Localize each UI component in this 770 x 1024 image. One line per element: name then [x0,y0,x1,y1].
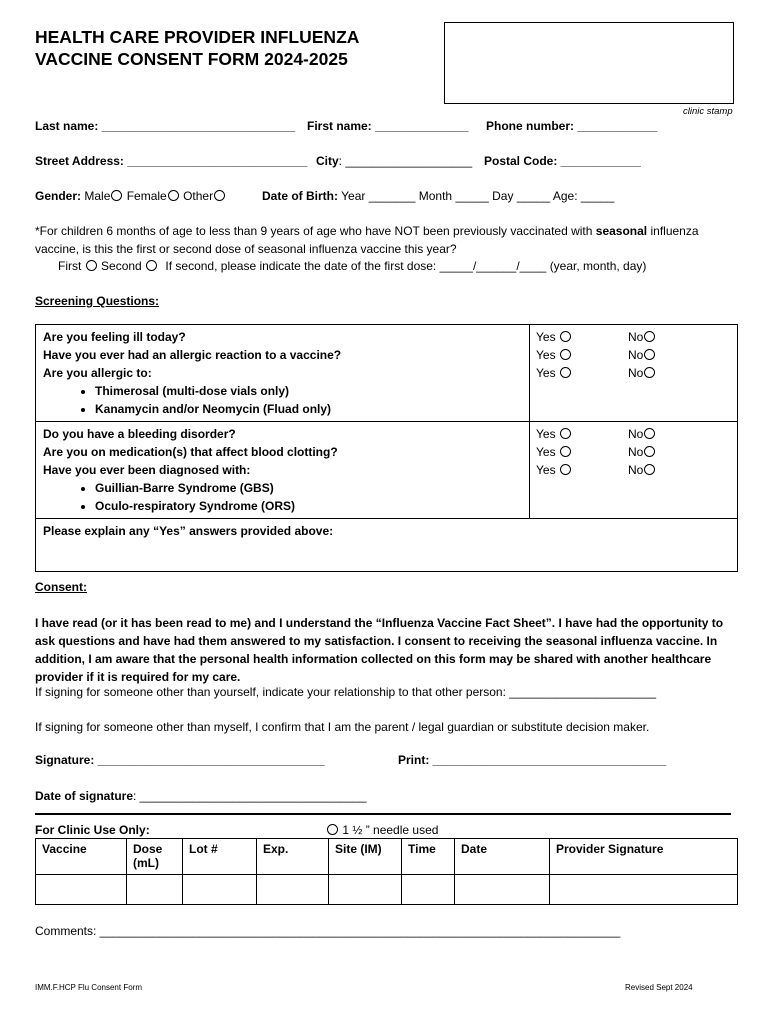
answer-row-2: Yes No [536,346,731,364]
children-note-line2: vaccine, is this the first or second dose of seasonal influenza vaccine this year? [35,242,457,256]
lot-cell[interactable] [183,875,257,905]
q3-no-radio[interactable] [644,367,655,378]
q5-no-radio[interactable] [644,446,655,457]
first-dose-date-field[interactable]: If second, please indicate the date of the first dose: _____/______/____ (year, month, day) [165,259,647,273]
diagnosis-ors: • Oculo-respiratory Syndrome (ORS) [95,497,523,515]
q5-yes-radio[interactable] [560,446,571,457]
diagnosis-gbs: • Guillian-Barre Syndrome (GBS) [95,479,523,497]
gender-female-label: Female [126,189,167,203]
question-bleeding-disorder: Do you have a bleeding disorder? [43,427,236,441]
q1-yes-radio[interactable] [560,331,571,342]
q3-yes-radio[interactable] [560,367,571,378]
vaccine-cell[interactable] [36,875,127,905]
answer-row-5: Yes No [536,443,731,461]
street-address-field[interactable]: Street Address: ___________________________ [35,154,308,168]
col-provider-signature: Provider Signature [550,839,738,875]
question-allergic-to: Are you allergic to: [43,366,152,380]
exp-cell[interactable] [257,875,329,905]
second-dose-radio[interactable] [146,260,157,271]
needle-option [326,823,438,837]
gender-male-label: Male [84,189,111,203]
q2-yes-radio[interactable] [560,349,571,360]
answer-row-6: Yes No [536,461,731,479]
col-lot: Lot # [183,839,257,875]
question-feeling-ill: Are you feeling ill today? [43,330,186,344]
dose-number-row [58,259,646,273]
needle-used-radio[interactable] [327,824,338,835]
screening-answers-cell-2 [530,422,738,519]
q2-no-radio[interactable] [644,349,655,360]
answer-row-1: Yes No [536,328,731,346]
screening-answers-cell [530,325,738,422]
col-exp: Exp. [257,839,329,875]
clinic-entry-row [36,875,738,905]
clinic-stamp-box [444,22,734,104]
screening-table [35,324,738,572]
form-title: HEALTH CARE PROVIDER INFLUENZA VACCINE CONSENT FORM 2024-2025 [35,27,360,69]
date-of-birth-field[interactable]: Date of Birth: Year _______ Month _____ Day _____ Age: _____ [262,189,615,203]
relationship-field[interactable]: If signing for someone other than yourself, indicate your relationship to that other person: ______________________ [35,685,657,699]
dose-cell[interactable] [127,875,183,905]
needle-used-label: 1 ½ ” needle used [342,823,439,837]
last-name-field[interactable]: Last name: _____________________________ [35,119,296,133]
provider-signature-cell[interactable] [550,875,738,905]
date-cell[interactable] [455,875,550,905]
col-time: Time [402,839,455,875]
comments-field[interactable]: Comments: ______________________________________________________________________________ [35,924,621,938]
city-field[interactable]: City: ___________________ [316,154,473,168]
col-vaccine: Vaccine [36,839,127,875]
first-dose-radio[interactable] [86,260,97,271]
screening-questions-cell [36,325,530,422]
gender-other-radio[interactable] [214,190,225,201]
answer-row-3: Yes No [536,364,731,382]
children-note-line1: *For children 6 months of age to less than 9 years of age who have NOT been previously vaccinated with seasonal influenza [35,224,699,238]
screening-heading: Screening Questions: [35,294,160,308]
col-site: Site (IM) [329,839,402,875]
footer-form-id: IMM.F.HCP Flu Consent Form [35,983,142,992]
consent-heading: Consent: [35,580,87,594]
q4-no-radio[interactable] [644,428,655,439]
gender-other-label: Other [183,189,214,203]
question-allergic-reaction: Have you ever had an allergic reaction to a vaccine? [43,348,342,362]
gender-row [35,189,226,203]
clinic-use-table [35,838,738,905]
first-dose-label: First [58,259,82,273]
phone-number-field[interactable]: Phone number: ____________ [486,119,658,133]
first-name-field[interactable]: First name: ______________ [307,119,469,133]
gender-male-radio[interactable] [111,190,122,201]
col-date: Date [455,839,550,875]
footer-revision: Revised Sept 2024 [625,983,693,992]
q4-yes-radio[interactable] [560,428,571,439]
print-name-field[interactable]: Print: ___________________________________ [398,753,667,767]
explain-yes-answers-field[interactable]: Please explain any “Yes” answers provided above: [36,519,738,572]
signature-field[interactable]: Signature: __________________________________ [35,753,325,767]
answer-row-4: Yes No [536,425,731,443]
allergen-thimerosal: • Thimerosal (multi-dose vials only) [95,382,523,400]
clinic-use-heading: For Clinic Use Only: [35,823,150,837]
allergen-kanamycin-neomycin: • Kanamycin and/or Neomycin (Fluad only) [95,400,523,418]
consent-statement: I have read (or it has been read to me) and I understand the “Influenza Vaccine Fact Sheet”. I have had the opportunity to ask questions and have had them answered to my satisfaction. I consent to receiving the seasonal influenza vaccine. In addition, I am aware that the personal health information collected on this form may be shared with another healthcare provider if it is required for my care. [35,616,724,684]
date-of-signature-field[interactable]: Date of signature: __________________________________ [35,789,367,803]
gender-female-radio[interactable] [168,190,179,201]
clinic-stamp-caption: clinic stamp [683,106,733,117]
q6-no-radio[interactable] [644,464,655,475]
time-cell[interactable] [402,875,455,905]
q6-yes-radio[interactable] [560,464,571,475]
q1-no-radio[interactable] [644,331,655,342]
section-divider [35,813,731,815]
col-dose: Dose (mL) [127,839,183,875]
gender-label: Gender: [35,189,82,203]
question-diagnosed-with: Have you ever been diagnosed with: [43,463,251,477]
second-dose-label: Second [101,259,142,273]
guardian-statement: If signing for someone other than myself, I confirm that I am the parent / legal guardian or substitute decision maker. [35,720,650,734]
postal-code-field[interactable]: Postal Code: ____________ [484,154,641,168]
question-blood-clotting: Are you on medication(s) that affect blood clotting? [43,445,338,459]
screening-questions-cell-2 [36,422,530,519]
site-cell[interactable] [329,875,402,905]
